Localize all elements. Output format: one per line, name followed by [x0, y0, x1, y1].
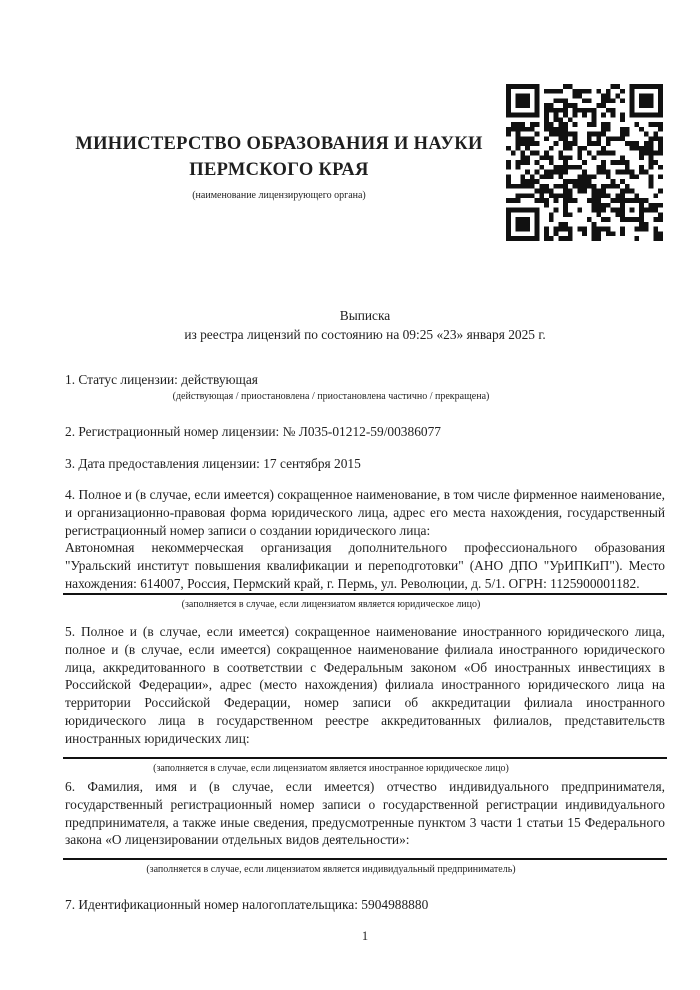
license-number-line: 2. Регистрационный номер лицензии: № Л035-01212-59/00386077	[65, 424, 441, 439]
fill-line	[63, 858, 667, 860]
license-date-line: 3. Дата предоставления лицензии: 17 сентября 2015	[65, 456, 361, 471]
qr-code	[506, 84, 663, 241]
ministry-subtitle: (наименование лицензирующего органа)	[192, 190, 366, 201]
foreign-entity-question: 5. Полное и (в случае, если имеется) сокращенное наименование иностранного юридического лица, полное и (в случае, если имеется) сокращенное наименование филиала иностранного юридического лица, аккредитованного в соответствии с Федеральным законом «Об иностранных инвестициях в Российской Федерации», адрес (место нахождения) филиала иностранного юридического лица на территории Российской Федерации, номер записи об аккредитации филиала иностранного юридического лица в государственном реестре аккредитованных филиалов, представительств иностранных юридических лиц:	[65, 624, 665, 746]
entrepreneur-question: 6. Фамилия, имя и (в случае, если имеется) отчество индивидуального предпринимателя, государственный регистрационный номер записи о государственной регистрации индивидуального предпринимателя, а также иные сведения, предусмотренные пунктом 3 части 1 статьи 15 Федерального закона «О лицензировании отдельных видов деятельности»:	[65, 779, 665, 848]
legal-entity-answer: Автономная некоммерческая организация дополнительного профессионального образования "Уральский институт повышения квалификации и переподготовки" (АНО ДПО "УрИПКиП"). Место нахождения: 614007, Россия, Пермский край, г. Пермь, ул. Революции, д. 5/1. ОГРН: 1125900001182.	[65, 540, 665, 591]
inn-line: 7. Идентификационный номер налогоплательщика: 5904988880	[65, 897, 429, 912]
entrepreneur-note: (заполняется в случае, если лицензиатом является индивидуальный предприниматель)	[146, 864, 516, 876]
page-number: 1	[361, 929, 369, 943]
foreign-entity-section	[65, 623, 665, 775]
legal-entity-section	[65, 486, 665, 611]
ministry-title-line2: ПЕРМСКОГО КРАЯ	[189, 160, 369, 180]
fill-line	[63, 757, 667, 759]
fill-line	[63, 593, 667, 595]
license-status-line: 1. Статус лицензии: действующая	[65, 372, 258, 387]
status-options-note: (действующая / приостановлена / приостановлена частично / прекращена)	[172, 391, 490, 402]
legal-entity-note: (заполняется в случае, если лицензиатом является юридическое лицо)	[181, 598, 481, 610]
extract-title-block	[65, 306, 665, 344]
ministry-header	[65, 131, 493, 201]
foreign-entity-note: (заполняется в случае, если лицензиатом является иностранное юридическое лицо)	[153, 762, 509, 774]
extract-title: Выписка	[339, 308, 391, 323]
extract-subtitle: из реестра лицензий по состоянию на 09:25 «23» января 2025 г.	[184, 327, 546, 342]
legal-entity-question: 4. Полное и (в случае, если имеется) сокращенное наименование, в том числе фирменное наименование, и организационно-правовая форма юридического лица, адрес его места нахождения, государственный регистрационный номер записи о создании юридического лица:	[65, 487, 665, 538]
ministry-title-line1: МИНИСТЕРСТВО ОБРАЗОВАНИЯ И НАУКИ	[75, 134, 483, 154]
entrepreneur-section	[65, 778, 665, 876]
